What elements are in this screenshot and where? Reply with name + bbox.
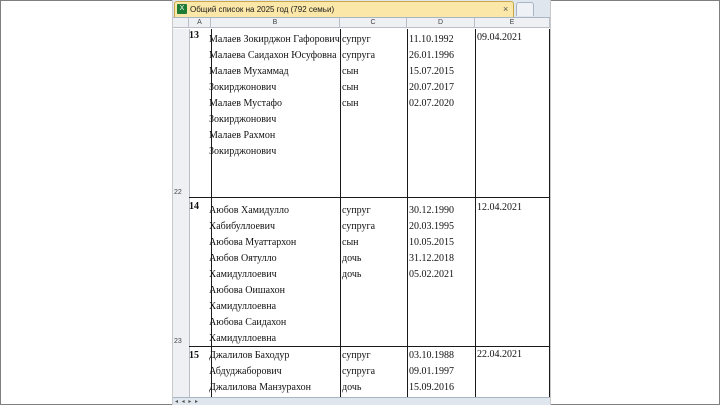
registration-date[interactable]: 09.04.2021 xyxy=(477,32,522,43)
member-dob: 02.07.2020 xyxy=(409,98,454,109)
registration-date[interactable]: 22.04.2021 xyxy=(477,349,522,360)
names-cell[interactable] xyxy=(209,203,296,347)
family-number[interactable]: 15 xyxy=(189,350,199,361)
family-number[interactable]: 14 xyxy=(189,201,199,212)
spreadsheet-window xyxy=(172,0,551,405)
excel-icon: X xyxy=(177,4,187,14)
member-name: Хамидуллоевич xyxy=(209,269,277,280)
member-name: Малаева Саидахон Юсуфовна xyxy=(209,50,337,61)
member-name: Аюбова Муаттархон xyxy=(209,237,297,248)
row-number-23[interactable]: 23 xyxy=(174,338,182,345)
grid-line xyxy=(549,29,550,397)
member-name: Аюбова Саидахон xyxy=(209,317,287,328)
member-name: Малаев Мухаммад xyxy=(209,66,289,77)
member-name: Зокирджонович xyxy=(209,82,277,93)
member-name: Абдуджаборович xyxy=(209,366,282,377)
member-relation: супруг xyxy=(342,205,371,216)
member-name: Хамидуллоевна xyxy=(209,301,277,312)
member-relation: сын xyxy=(342,82,359,93)
member-relation: дочь xyxy=(342,382,362,393)
member-relation: сын xyxy=(342,66,359,77)
member-name: Аюбов Хамидулло xyxy=(209,205,289,216)
close-icon[interactable]: × xyxy=(503,4,509,14)
member-name: Джалилов Баходур xyxy=(209,350,290,361)
member-relation: супруга xyxy=(342,221,376,232)
sheet-tab-bar xyxy=(173,397,550,405)
column-header-e[interactable]: E xyxy=(475,18,550,28)
member-relation: супруг xyxy=(342,350,371,361)
workbook-tab[interactable] xyxy=(174,1,514,17)
member-dob: 15.07.2015 xyxy=(409,66,454,77)
grid-line xyxy=(189,197,550,198)
member-dob: 15.09.2016 xyxy=(409,382,454,393)
member-name: Малаев Зокирджон Гафорович xyxy=(209,34,340,45)
member-dob: 20.03.1995 xyxy=(409,221,454,232)
column-header-d[interactable]: D xyxy=(407,18,475,28)
names-cell[interactable] xyxy=(209,32,340,160)
member-relation: супруга xyxy=(342,366,376,377)
member-dob: 30.12.1990 xyxy=(409,205,454,216)
member-name: Джалилова Манзурахон xyxy=(209,382,311,393)
grid-line xyxy=(407,29,408,397)
dob-cell[interactable] xyxy=(409,32,454,112)
member-relation: дочь xyxy=(342,269,362,280)
member-name: Хамидуллоевна xyxy=(209,333,277,344)
select-all-corner[interactable] xyxy=(173,18,189,28)
member-name: Аюбов Оятулло xyxy=(209,253,277,264)
member-relation: супруга xyxy=(342,50,376,61)
member-name: Зокирджонович xyxy=(209,146,277,157)
dob-cell[interactable] xyxy=(409,203,454,283)
member-name: Малаев Мустафо xyxy=(209,98,282,109)
column-header-b[interactable]: B xyxy=(211,18,340,28)
tab-bar xyxy=(173,0,550,18)
member-relation: супруг xyxy=(342,34,371,45)
column-header-c[interactable]: C xyxy=(340,18,407,28)
sheet-navigation[interactable]: ◂ ◂ ▸ ▸ xyxy=(175,399,200,405)
member-name: Хабибуллоевич xyxy=(209,221,276,232)
grid-line xyxy=(340,29,341,397)
member-dob: 11.10.1992 xyxy=(409,34,454,45)
column-header-a[interactable]: A xyxy=(189,18,211,28)
member-dob: 09.01.1997 xyxy=(409,366,454,377)
member-name: Зокирджонович xyxy=(209,114,277,125)
new-tab-button[interactable] xyxy=(516,2,534,16)
row-number-22[interactable]: 22 xyxy=(174,189,182,196)
workbook-title: Общий список на 2025 год (792 семьи) xyxy=(190,5,335,14)
member-name: Аюбова Оишахон xyxy=(209,285,285,296)
member-dob: 10.05.2015 xyxy=(409,237,454,248)
registration-date[interactable]: 12.04.2021 xyxy=(477,202,522,213)
member-dob: 26.01.1996 xyxy=(409,50,454,61)
relations-cell[interactable] xyxy=(342,203,375,283)
grid-line xyxy=(475,29,476,397)
relations-cell[interactable] xyxy=(342,32,375,112)
member-name: Малаев Рахмон xyxy=(209,130,276,141)
family-number[interactable]: 13 xyxy=(189,30,199,41)
member-relation: дочь xyxy=(342,253,362,264)
member-dob: 05.02.2021 xyxy=(409,269,454,280)
member-relation: сын xyxy=(342,98,359,109)
member-relation: сын xyxy=(342,237,359,248)
member-dob: 31.12.2018 xyxy=(409,253,454,264)
member-dob: 03.10.1988 xyxy=(409,350,454,361)
member-dob: 20.07.2017 xyxy=(409,82,454,93)
